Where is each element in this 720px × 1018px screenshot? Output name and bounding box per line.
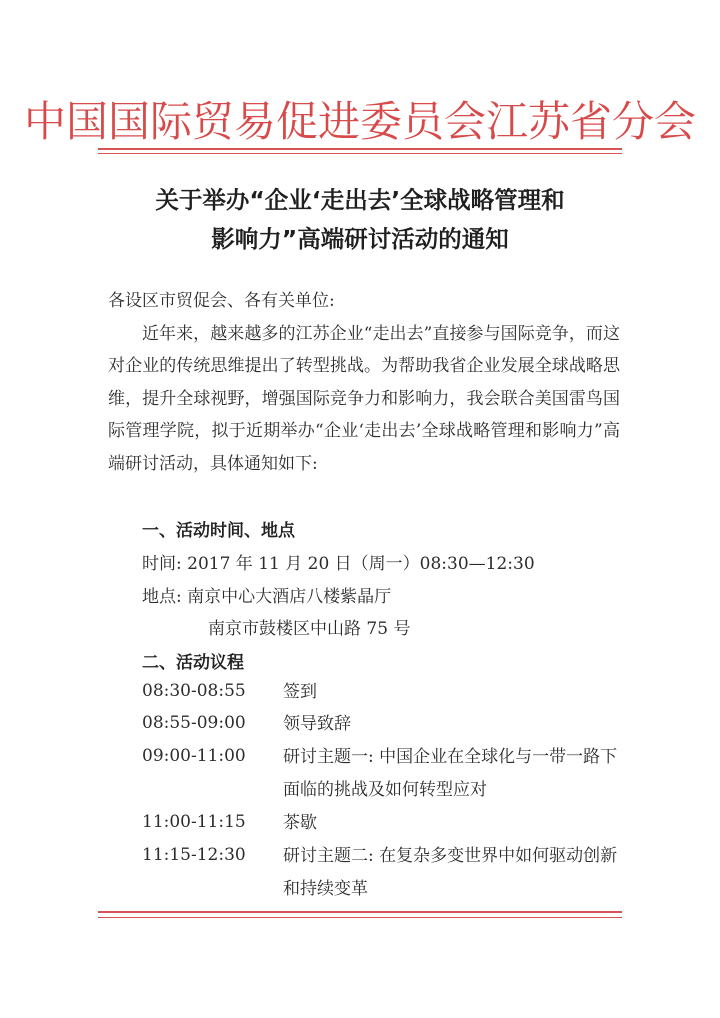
agenda-time: 08:55-09:00 xyxy=(142,713,246,733)
notice-title-line-1: 关于举办“企业‘走出去’全球战略管理和 xyxy=(155,186,565,214)
letterhead-title: 中国国际贸易促进委员会江苏省分会 xyxy=(23,97,696,146)
event-time: 时间: 2017 年 11 月 20 日（周一）08:30—12:30 xyxy=(142,554,535,574)
agenda-time: 08:30-08:55 xyxy=(142,681,246,701)
agenda-time: 11:00-11:15 xyxy=(142,812,246,832)
letterhead-divider-thin xyxy=(98,153,622,154)
section-heading-agenda: 二、活动议程 xyxy=(142,653,244,673)
notice-title-line-2: 影响力”高端研讨活动的通知 xyxy=(211,225,509,253)
agenda-item: 研讨主题一: 中国企业在全球化与一带一路下面临的挑战及如何转型应对 xyxy=(283,747,618,800)
agenda-time: 11:15-12:30 xyxy=(142,845,246,865)
agenda-item: 签到 xyxy=(283,682,317,702)
intro-paragraph: 近年来，越来越多的江苏企业“走出去”直接参与国际竞争，而这对企业的传统思维提出了转型挑战。为帮助我省企业发展全球战略思维，提升全球视野，增强国际竞争力和影响力，我会联合美国雷鸟国际管理学院，拟于近期举办“企业‘走出去’全球战略管理和影响力”高端研讨活动，具体通知如下: xyxy=(108,324,620,474)
letterhead-divider-thick xyxy=(98,148,622,150)
footer-divider-thin xyxy=(98,917,622,918)
salutation: 各设区市贸促会、各有关单位: xyxy=(108,291,335,311)
agenda-item: 茶歇 xyxy=(283,813,317,833)
agenda-time: 09:00-11:00 xyxy=(142,746,246,766)
section-heading-time-location: 一、活动时间、地点 xyxy=(142,521,295,541)
event-location: 地点: 南京中心大酒店八楼紫晶厅 xyxy=(142,587,392,607)
agenda-item: 领导致辞 xyxy=(283,714,351,734)
agenda-item: 研讨主题二: 在复杂多变世界中如何驱动创新和持续变革 xyxy=(283,846,618,899)
event-address: 南京市鼓楼区中山路 75 号 xyxy=(208,619,411,639)
footer-divider-thick xyxy=(98,911,622,913)
